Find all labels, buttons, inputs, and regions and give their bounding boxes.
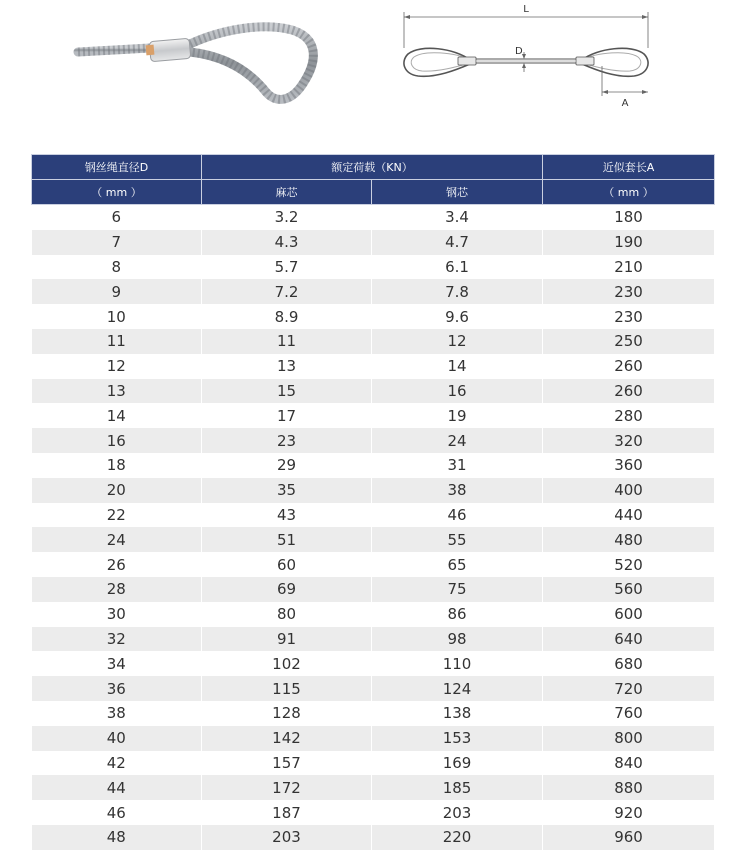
table-cell: 5.7 bbox=[202, 255, 372, 280]
header-unit-mm: （ mm ） bbox=[32, 180, 202, 205]
table-cell: 880 bbox=[543, 775, 715, 800]
table-cell: 17 bbox=[202, 403, 372, 428]
dimension-label-d: D bbox=[515, 46, 523, 57]
table-cell: 230 bbox=[543, 279, 715, 304]
table-row bbox=[32, 205, 715, 230]
table-row bbox=[32, 627, 715, 652]
table-cell: 760 bbox=[543, 701, 715, 726]
table-cell: 12 bbox=[372, 329, 543, 354]
table-row bbox=[32, 279, 715, 304]
table-row bbox=[32, 577, 715, 602]
table-row bbox=[32, 676, 715, 701]
table-row bbox=[32, 503, 715, 528]
table-cell: 69 bbox=[202, 577, 372, 602]
table-cell: 180 bbox=[543, 205, 715, 230]
table-cell: 124 bbox=[372, 676, 543, 701]
table-cell: 400 bbox=[543, 478, 715, 503]
table-cell: 26 bbox=[32, 552, 202, 577]
table-cell: 7.2 bbox=[202, 279, 372, 304]
header-rated-load: 额定荷载（KN） bbox=[202, 155, 543, 180]
table-cell: 320 bbox=[543, 428, 715, 453]
table-cell: 13 bbox=[202, 354, 372, 379]
table-cell: 8.9 bbox=[202, 304, 372, 329]
header-unit-mm-2: （ mm ） bbox=[543, 180, 715, 205]
table-cell: 3.2 bbox=[202, 205, 372, 230]
table-row bbox=[32, 552, 715, 577]
table-cell: 65 bbox=[372, 552, 543, 577]
table-cell: 35 bbox=[202, 478, 372, 503]
header-sleeve-length: 近似套长A bbox=[543, 155, 715, 180]
table-cell: 600 bbox=[543, 602, 715, 627]
table-cell: 115 bbox=[202, 676, 372, 701]
table-cell: 190 bbox=[543, 230, 715, 255]
table-cell: 22 bbox=[32, 503, 202, 528]
table-cell: 44 bbox=[32, 775, 202, 800]
header-row-1 bbox=[32, 155, 715, 180]
table-cell: 6 bbox=[32, 205, 202, 230]
table-cell: 169 bbox=[372, 751, 543, 776]
table-cell: 560 bbox=[543, 577, 715, 602]
table-cell: 12 bbox=[32, 354, 202, 379]
table-cell: 128 bbox=[202, 701, 372, 726]
product-figure bbox=[0, 0, 742, 150]
header-steel-core: 钢芯 bbox=[372, 180, 543, 205]
table-cell: 4.7 bbox=[372, 230, 543, 255]
table-row bbox=[32, 478, 715, 503]
table-cell: 185 bbox=[372, 775, 543, 800]
table-cell: 680 bbox=[543, 651, 715, 676]
table-cell: 840 bbox=[543, 751, 715, 776]
table-cell: 13 bbox=[32, 379, 202, 404]
table-row bbox=[32, 403, 715, 428]
table-cell: 30 bbox=[32, 602, 202, 627]
table-cell: 210 bbox=[543, 255, 715, 280]
table-cell: 203 bbox=[372, 800, 543, 825]
table-row bbox=[32, 379, 715, 404]
table-cell: 102 bbox=[202, 651, 372, 676]
table-cell: 138 bbox=[372, 701, 543, 726]
table-cell: 48 bbox=[32, 825, 202, 850]
header-rope-diameter: 钢丝绳直径D bbox=[32, 155, 202, 180]
table-cell: 640 bbox=[543, 627, 715, 652]
table-cell: 80 bbox=[202, 602, 372, 627]
table-cell: 24 bbox=[32, 527, 202, 552]
table-cell: 46 bbox=[372, 503, 543, 528]
table-cell: 29 bbox=[202, 453, 372, 478]
table-cell: 32 bbox=[32, 627, 202, 652]
table-row bbox=[32, 602, 715, 627]
spec-table bbox=[31, 154, 715, 850]
table-cell: 11 bbox=[32, 329, 202, 354]
header-row-2 bbox=[32, 180, 715, 205]
table-cell: 520 bbox=[543, 552, 715, 577]
table-row bbox=[32, 304, 715, 329]
table-cell: 280 bbox=[543, 403, 715, 428]
header-fiber-core: 麻芯 bbox=[202, 180, 372, 205]
table-cell: 260 bbox=[543, 379, 715, 404]
table-cell: 157 bbox=[202, 751, 372, 776]
table-cell: 9 bbox=[32, 279, 202, 304]
table-cell: 360 bbox=[543, 453, 715, 478]
table-cell: 187 bbox=[202, 800, 372, 825]
table-cell: 16 bbox=[32, 428, 202, 453]
table-row bbox=[32, 800, 715, 825]
table-cell: 6.1 bbox=[372, 255, 543, 280]
table-cell: 42 bbox=[32, 751, 202, 776]
table-row bbox=[32, 726, 715, 751]
table-body bbox=[32, 205, 715, 850]
table-cell: 440 bbox=[543, 503, 715, 528]
table-row bbox=[32, 230, 715, 255]
table-cell: 720 bbox=[543, 676, 715, 701]
table-cell: 20 bbox=[32, 478, 202, 503]
table-cell: 203 bbox=[202, 825, 372, 850]
table-cell: 480 bbox=[543, 527, 715, 552]
table-cell: 3.4 bbox=[372, 205, 543, 230]
table-row bbox=[32, 255, 715, 280]
table-cell: 98 bbox=[372, 627, 543, 652]
table-row bbox=[32, 825, 715, 850]
table-cell: 14 bbox=[32, 403, 202, 428]
table-cell: 86 bbox=[372, 602, 543, 627]
table-row bbox=[32, 775, 715, 800]
table-cell: 260 bbox=[543, 354, 715, 379]
table-cell: 153 bbox=[372, 726, 543, 751]
dimension-label-l: L bbox=[523, 4, 529, 15]
table-cell: 172 bbox=[202, 775, 372, 800]
table-cell: 38 bbox=[372, 478, 543, 503]
table-cell: 34 bbox=[32, 651, 202, 676]
table-cell: 4.3 bbox=[202, 230, 372, 255]
table-cell: 920 bbox=[543, 800, 715, 825]
table-cell: 7 bbox=[32, 230, 202, 255]
table-cell: 9.6 bbox=[372, 304, 543, 329]
table-row bbox=[32, 527, 715, 552]
table-cell: 16 bbox=[372, 379, 543, 404]
table-cell: 960 bbox=[543, 825, 715, 850]
table-row bbox=[32, 428, 715, 453]
table-cell: 55 bbox=[372, 527, 543, 552]
table-cell: 23 bbox=[202, 428, 372, 453]
table-row bbox=[32, 453, 715, 478]
table-cell: 24 bbox=[372, 428, 543, 453]
table-cell: 142 bbox=[202, 726, 372, 751]
table-cell: 18 bbox=[32, 453, 202, 478]
table-cell: 51 bbox=[202, 527, 372, 552]
table-cell: 38 bbox=[32, 701, 202, 726]
table-row bbox=[32, 329, 715, 354]
table-row bbox=[32, 701, 715, 726]
dimension-label-a: A bbox=[621, 98, 629, 109]
table-cell: 7.8 bbox=[372, 279, 543, 304]
table-cell: 110 bbox=[372, 651, 543, 676]
table-cell: 10 bbox=[32, 304, 202, 329]
table-cell: 220 bbox=[372, 825, 543, 850]
table-cell: 36 bbox=[32, 676, 202, 701]
table-cell: 250 bbox=[543, 329, 715, 354]
table-row bbox=[32, 354, 715, 379]
table-cell: 19 bbox=[372, 403, 543, 428]
table-cell: 800 bbox=[543, 726, 715, 751]
table-cell: 14 bbox=[372, 354, 543, 379]
table-cell: 15 bbox=[202, 379, 372, 404]
sling-dimension-drawing bbox=[404, 4, 648, 109]
table-cell: 8 bbox=[32, 255, 202, 280]
table-cell: 60 bbox=[202, 552, 372, 577]
table-row bbox=[32, 651, 715, 676]
wire-rope-sling-photo bbox=[78, 27, 313, 100]
table-cell: 40 bbox=[32, 726, 202, 751]
table-cell: 46 bbox=[32, 800, 202, 825]
table-row bbox=[32, 751, 715, 776]
table-cell: 11 bbox=[202, 329, 372, 354]
table-cell: 31 bbox=[372, 453, 543, 478]
table-cell: 43 bbox=[202, 503, 372, 528]
table-cell: 75 bbox=[372, 577, 543, 602]
table-cell: 91 bbox=[202, 627, 372, 652]
table-cell: 230 bbox=[543, 304, 715, 329]
table-cell: 28 bbox=[32, 577, 202, 602]
